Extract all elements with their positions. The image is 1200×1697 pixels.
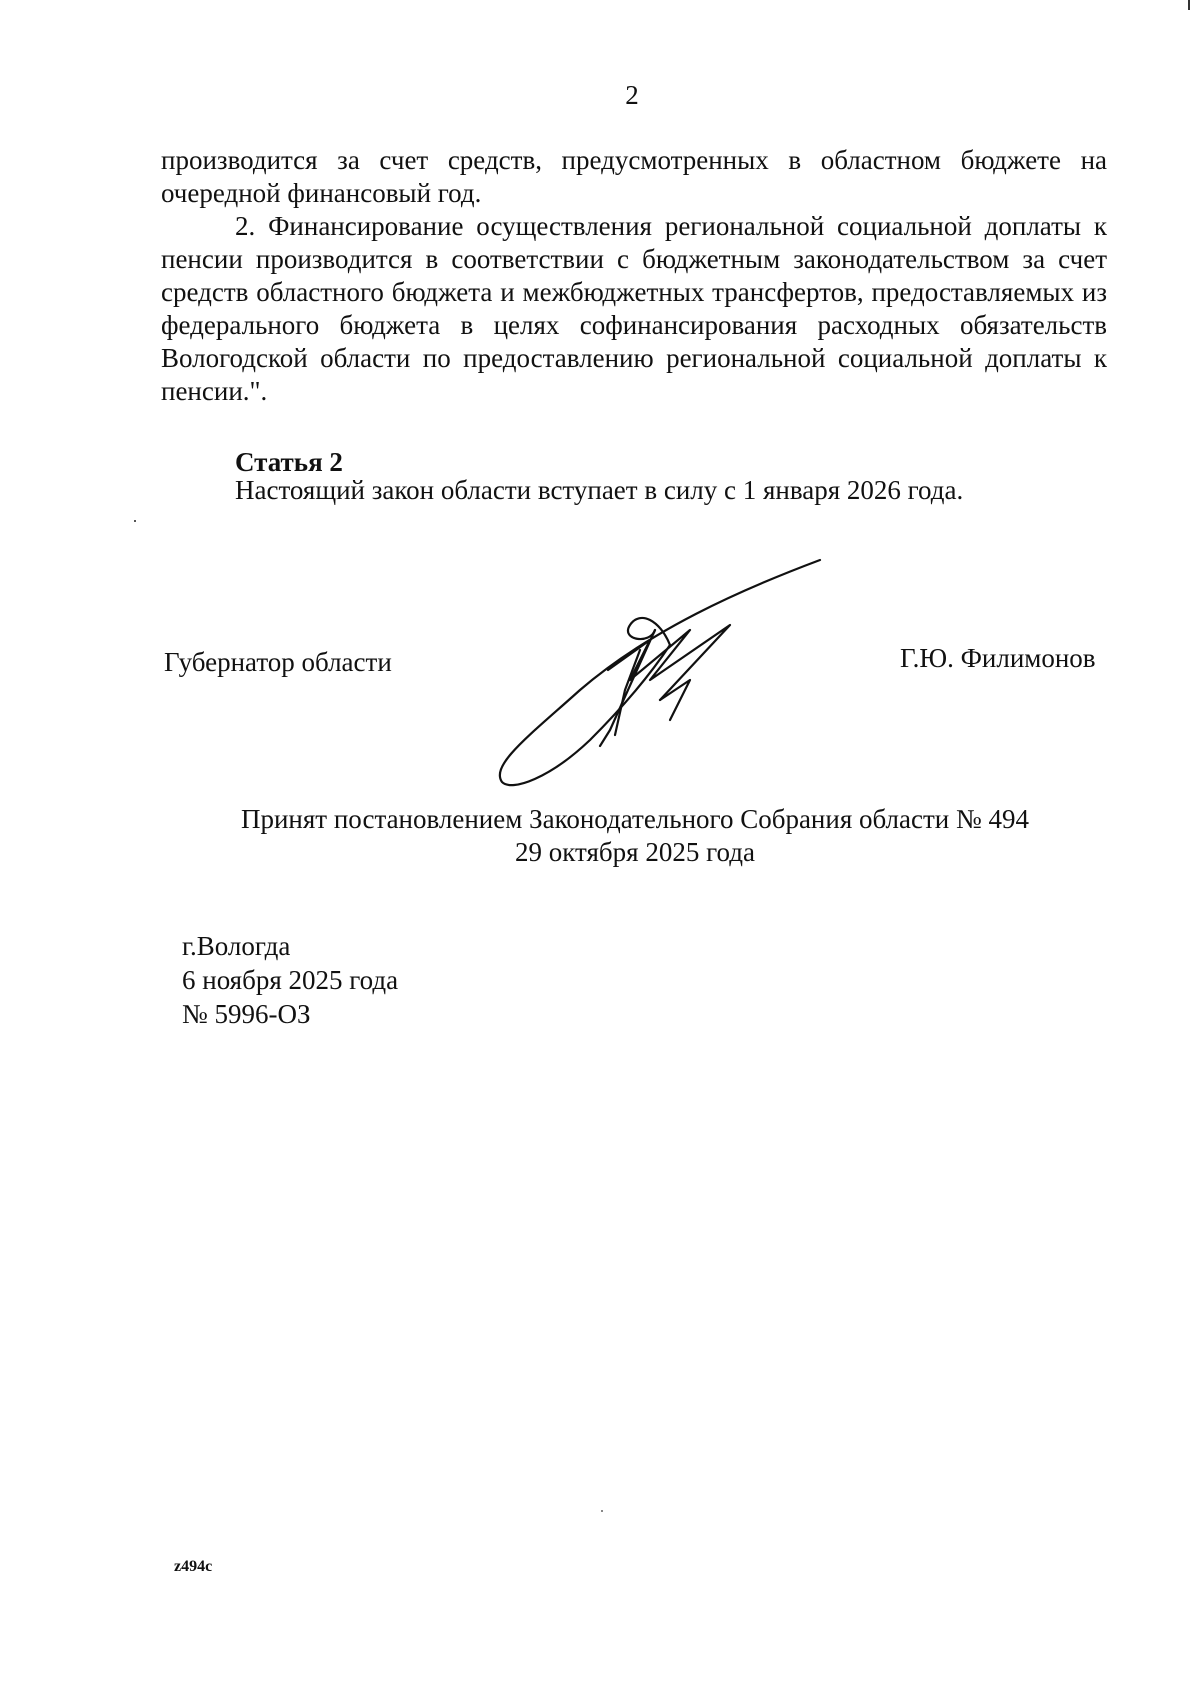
scan-speck — [601, 1510, 603, 1512]
law-number: № 5996-ОЗ — [182, 999, 311, 1029]
paragraph-continuation: производится за счет средств, предусмотренных в областном бюджете на очередной финансовый год. — [161, 145, 1107, 208]
adoption-date: 29 октября 2025 года — [515, 837, 755, 867]
paragraph-financing: 2. Финансирование осуществления региональной социальной доплаты к пенсии производится в соответствии с бюджетным законодательством за счет средств областного бюджета и межбюджетных трансфертов, предоставляемых из федерального бюджета в целях софинансирования расходных обязательств Вологодской области по предоставлению региональной социальной доплаты к пенсии.". — [161, 211, 1107, 406]
adoption-line: Принят постановлением Законодательного Собрания области № 494 — [240, 804, 1030, 834]
handwritten-signature — [490, 550, 830, 790]
body-text — [161, 144, 1107, 408]
place-date-number — [182, 929, 398, 1031]
signatory-title: Губернатор области — [164, 647, 392, 677]
page-number: 2 — [625, 80, 639, 110]
city: г.Вологда — [182, 931, 291, 961]
scan-speck — [134, 520, 136, 522]
scan-mark — [1188, 0, 1190, 10]
article-heading: Статья 2 — [235, 447, 343, 477]
document-code: z494c — [174, 1558, 213, 1575]
signatory-name: Г.Ю. Филимонов — [900, 643, 1096, 673]
adoption-note — [190, 803, 1080, 869]
signing-date: 6 ноября 2025 года — [182, 965, 399, 995]
article-text: Настоящий закон области вступает в силу с 1 января 2026 года. — [235, 475, 964, 505]
